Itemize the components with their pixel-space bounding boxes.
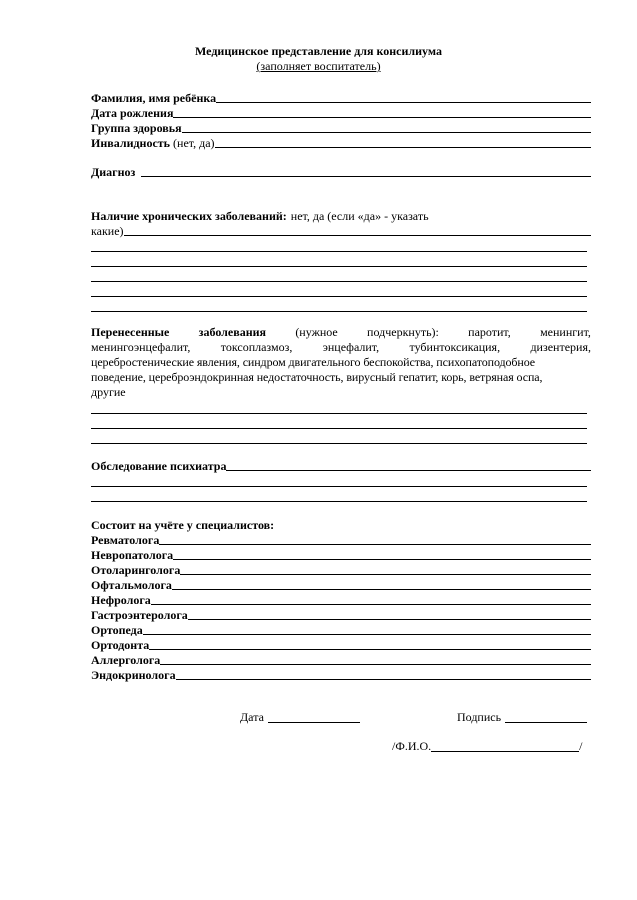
chronic-line-2[interactable]	[91, 251, 587, 252]
psychiatrist-line-2[interactable]	[91, 486, 587, 487]
past-diseases-line-1	[91, 325, 591, 340]
past-diseases-word: дизентерия,	[530, 340, 591, 354]
specialist-row[interactable]	[91, 562, 591, 577]
chronic-heading	[91, 208, 591, 223]
past-diseases-line-3: церебростенические явления, синдром двигательного беспокойства, психопатоподобное	[91, 355, 536, 369]
psychiatrist-line-3[interactable]	[91, 501, 587, 502]
specialists-heading	[91, 517, 591, 532]
date-label: Дата	[240, 710, 264, 724]
sign-line[interactable]	[505, 712, 587, 723]
specialist-row[interactable]	[91, 532, 591, 547]
date-field[interactable]	[240, 710, 360, 725]
specialist-label: Эндокринолога	[91, 668, 176, 682]
specialist-label: Отоларинголога	[91, 563, 181, 577]
specialist-label: Аллерголога	[91, 653, 161, 667]
specialists-heading-text: Состоит на учёте у специалистов:	[91, 518, 275, 532]
specialist-label: Гастроэнтеролога	[91, 608, 188, 622]
specialist-line[interactable]	[172, 579, 591, 590]
past-diseases-label-2: заболевания	[198, 325, 267, 339]
chronic-line-6[interactable]	[91, 311, 587, 312]
birth-label: Дата рожления	[91, 106, 174, 120]
specialist-row[interactable]	[91, 637, 591, 652]
specialist-row[interactable]	[91, 652, 591, 667]
name-field[interactable]	[91, 90, 591, 105]
specialist-row[interactable]	[91, 547, 591, 562]
sign-field[interactable]	[457, 710, 587, 725]
specialist-line[interactable]	[160, 654, 591, 665]
health-group-line[interactable]	[182, 122, 591, 133]
past-diseases-word: паротит,	[468, 325, 511, 339]
specialist-line[interactable]	[151, 594, 591, 605]
chronic-line-3[interactable]	[91, 266, 587, 267]
past-diseases-line-2	[91, 340, 591, 355]
past-diseases-word: тубинтоксикация,	[409, 340, 501, 354]
disability-line[interactable]	[215, 137, 591, 148]
specialist-line[interactable]	[180, 564, 591, 575]
specialist-label: Ревматолога	[91, 533, 160, 547]
fio-end: /	[579, 739, 583, 753]
past-diseases-word: энцефалит,	[322, 340, 380, 354]
diagnosis-line[interactable]	[141, 166, 591, 177]
past-diseases-word: подчеркнуть):	[367, 325, 439, 339]
specialist-label: Невропатолога	[91, 548, 174, 562]
disability-label: Инвалидность	[91, 136, 171, 150]
specialist-line[interactable]	[159, 534, 591, 545]
chronic-label: Наличие хронических заболеваний:	[91, 209, 287, 223]
specialist-label: Офтальмолога	[91, 578, 172, 592]
specialist-label: Ортопеда	[91, 623, 143, 637]
past-diseases-blank-3[interactable]	[91, 443, 587, 444]
name-line[interactable]	[216, 92, 591, 103]
specialist-line[interactable]	[176, 669, 591, 680]
specialist-line[interactable]	[143, 624, 591, 635]
birth-line[interactable]	[173, 107, 591, 118]
fio-line[interactable]	[431, 741, 579, 752]
specialist-line[interactable]	[149, 639, 591, 650]
past-diseases-line-5: другие	[91, 385, 126, 399]
birth-field[interactable]	[91, 105, 591, 120]
chronic-hint: нет, да (если «да» - указать	[290, 209, 429, 223]
name-label: Фамилия, имя ребёнка	[91, 91, 217, 105]
date-line[interactable]	[268, 712, 360, 723]
specialist-row[interactable]	[91, 607, 591, 622]
specialist-row[interactable]	[91, 622, 591, 637]
past-diseases-word: менингоэнцефалит,	[91, 340, 191, 354]
sign-label: Подпись	[457, 710, 502, 724]
specialist-line[interactable]	[188, 609, 591, 620]
psychiatrist-field[interactable]	[91, 458, 591, 473]
fio-label: /Ф.И.О.	[392, 739, 432, 753]
form-title: Медицинское представление для консилиума	[195, 44, 442, 58]
specialist-line[interactable]	[173, 549, 591, 560]
psychiatrist-line-1[interactable]	[226, 460, 591, 471]
specialist-row[interactable]	[91, 577, 591, 592]
past-diseases-line-4: поведение, цереброэндокринная недостаточность, вирусный гепатит, корь, ветряная оспа,	[91, 370, 543, 384]
specialist-row[interactable]	[91, 667, 591, 682]
disability-hint: (нет, да)	[173, 136, 215, 150]
chronic-field[interactable]	[91, 223, 591, 238]
specialist-label: Ортодонта	[91, 638, 150, 652]
diagnosis-field[interactable]	[91, 164, 591, 179]
past-diseases-label-1: Перенесенные	[91, 325, 170, 339]
past-diseases-blank-2[interactable]	[91, 428, 587, 429]
chronic-line-1[interactable]	[124, 225, 591, 236]
chronic-line-5[interactable]	[91, 296, 587, 297]
past-diseases-word: менингит,	[540, 325, 591, 339]
past-diseases-word: (нужное	[295, 325, 338, 339]
fio-field[interactable]	[392, 739, 583, 754]
disability-field[interactable]	[91, 135, 591, 150]
chronic-hint-cont: какие)	[91, 224, 124, 238]
health-group-label: Группа здоровья	[91, 121, 182, 135]
diagnosis-label: Диагноз	[91, 165, 136, 179]
form-subtitle: (заполняет воспитатель)	[256, 59, 381, 73]
past-diseases-word: токсоплазмоз,	[220, 340, 293, 354]
health-group-field[interactable]	[91, 120, 591, 135]
specialist-label: Нефролога	[91, 593, 151, 607]
psychiatrist-label: Обследование психиатра	[91, 459, 227, 473]
chronic-line-4[interactable]	[91, 281, 587, 282]
past-diseases-paragraph	[91, 325, 591, 400]
specialist-row[interactable]	[91, 592, 591, 607]
past-diseases-blank-1[interactable]	[91, 413, 587, 414]
